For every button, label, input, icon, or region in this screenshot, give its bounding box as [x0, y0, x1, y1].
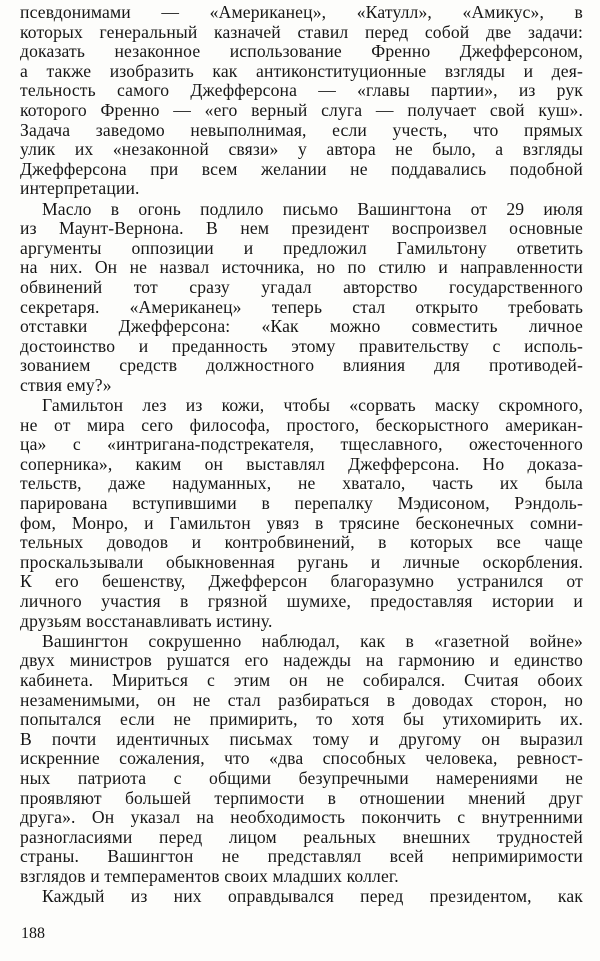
text-line: попытался если не примирить, то хотя бы утихомирить их.: [20, 710, 583, 730]
text-line: ных патриота с общими безупречными намерениями не: [20, 768, 583, 788]
text-line: на них. Он не назвал источника, но по стилю и направленности: [20, 258, 583, 278]
text-line: из Маунт-Вернона. В нем президент воспроизвел основные: [20, 219, 583, 239]
text-line: тельность самого Джефферсона — «главы партии», из рук: [20, 81, 583, 101]
text-line: Каждый из них оправдывался перед президентом, как: [42, 887, 583, 907]
text-line: достоинство и преданность этому правительству с исполь-: [20, 336, 583, 356]
text-line: кабинета. Мириться с этим он не собирался. Считая обоих: [20, 670, 583, 690]
text-line: не от мира сего философа, простого, бескорыстного американ-: [20, 415, 583, 435]
text-line: зованием средств должностного влияния для противодей-: [20, 356, 583, 376]
text-line: ца» с «интригана-подстрекателя, тщеславного, ожесточенного: [20, 435, 583, 455]
text-line: обвинений тот сразу угадал авторство государственного: [20, 277, 583, 297]
text-line: секретаря. «Американец» теперь стал открыто требовать: [20, 297, 583, 317]
text-line: тельных доводов и контробвинений, в которых все чаще: [20, 533, 583, 553]
text-line: Масло в огонь подлило письмо Вашингтона от 29 июля: [42, 199, 583, 219]
text-line: разногласиями перед лицом реальных внешних трудностей: [20, 827, 583, 847]
text-line: отставки Джефферсона: «Как можно совместить личное: [20, 317, 583, 337]
paragraph: [20, 200, 583, 396]
text-line: Гамильтон лез из кожи, чтобы «сорвать маску скромного,: [42, 396, 583, 416]
text-line: которых генеральный казначей ставил перед собой две задачи:: [20, 22, 583, 42]
body-text: [20, 3, 583, 907]
text-line: тельств, даже надуманных, не хватало, часть их была: [20, 474, 583, 494]
text-line: друга». Он указал на необходимость покончить с внутренними: [20, 808, 583, 828]
text-line: Джефферсона при всем желании не поддавались подобной: [20, 159, 583, 179]
text-line: псевдонимами — «Американец», «Катулл», «Амикус», в: [20, 3, 583, 22]
text-line: фом, Монро, и Гамильтон увяз в трясине бесконечных сомни-: [20, 513, 583, 533]
text-line: ствия ему?»: [20, 375, 112, 395]
text-line: двух министров рушатся его надежды на гармонию и единство: [20, 651, 583, 671]
text-line: искренние сожаления, что «два способных человека, ревност-: [20, 749, 583, 769]
text-line: доказать незаконное использование Френно Джефферсоном,: [20, 42, 583, 62]
text-line: Задача заведомо невыполнимая, если учесть, что прямых: [20, 120, 583, 140]
page-number: 188: [21, 925, 45, 942]
text-line: проявляют большей терпимости в отношении мнений друг: [20, 788, 583, 808]
text-line: улик их «незаконной связи» у автора не было, а взгляды: [20, 140, 583, 160]
text-line: проскальзывали обыкновенная ругань и личные оскорбления.: [20, 552, 583, 572]
text-line: взглядов и темпераментов своих младших коллег.: [20, 866, 399, 886]
text-line: К его бешенству, Джефферсон благоразумно устранился от: [20, 572, 583, 592]
text-line: друзьям восстанавливать истину.: [20, 611, 273, 631]
paragraph: [20, 887, 583, 907]
text-line: соперника», каким он выставлял Джефферсона. Но доказа-: [20, 454, 583, 474]
text-line: незаменимыми, он не стал разбираться в доводах сторон, но: [20, 690, 583, 710]
text-line: которого Френно — «его верный слуга — получает свой куш».: [20, 100, 583, 120]
text-line: личного участия в грязной шумихе, предоставляя истории и: [20, 592, 583, 611]
text-line: страны. Вашингтон не представлял всей непримиримости: [20, 847, 583, 867]
text-line: Вашингтон сокрушенно наблюдал, как в «газетной войне»: [42, 631, 583, 651]
text-line: аргументы оппозиции и предложил Гамильтону ответить: [20, 238, 583, 258]
text-line: а также изобразить как антиконституционные взгляды и дея-: [20, 61, 583, 81]
text-line: парирована вступившими в перепалку Мэдисоном, Рэндоль-: [20, 494, 583, 514]
paragraph: [20, 632, 583, 887]
paragraph: [20, 396, 583, 631]
paragraph: [20, 3, 583, 199]
text-line: В почти идентичных письмах тому и другому он выразил: [20, 729, 583, 749]
text-line: интерпретации.: [20, 179, 140, 199]
